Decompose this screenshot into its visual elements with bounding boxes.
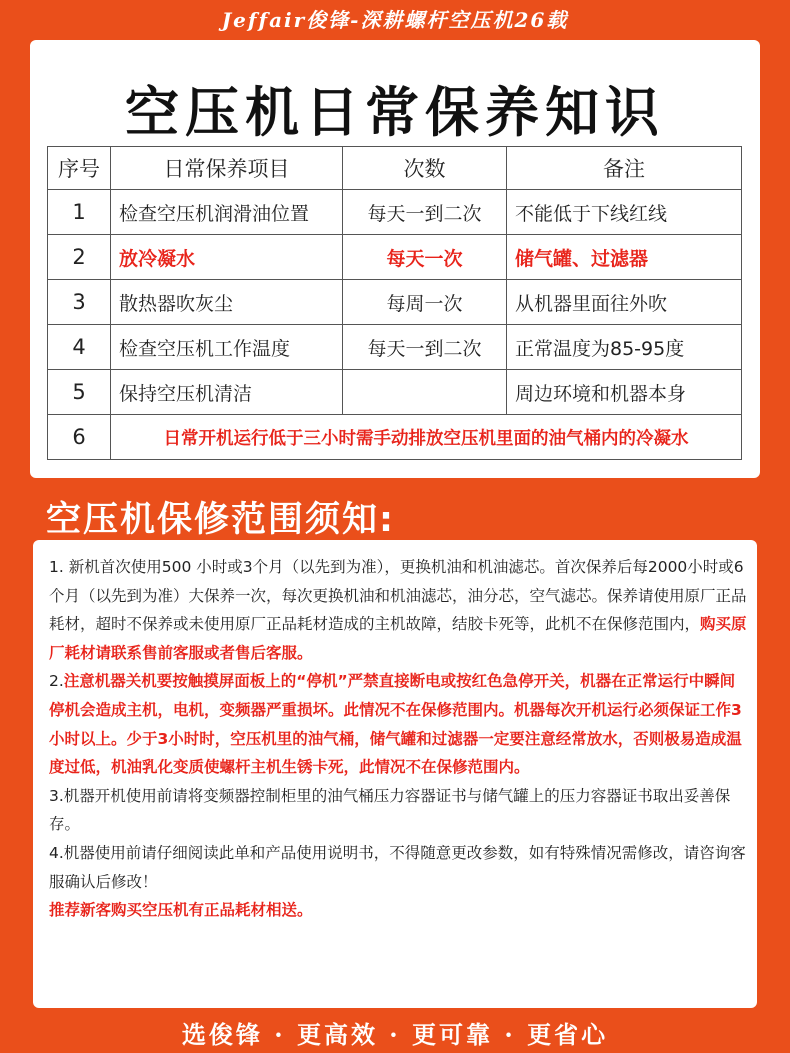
- page-title: 空压机日常保养知识: [125, 81, 665, 144]
- col-header-frequency: 次数: [343, 147, 507, 190]
- row-item: 保持空压机清洁: [111, 370, 343, 415]
- table-row: [48, 235, 742, 280]
- paragraph-1: 1. 新机首次使用500 小时或3个月（以先到为准），更换机油和机油滤芯。首次保养后每2000小时或6个月（以先到为准）大保养一次，每次更换机油和机油滤芯，油分芯，空气滤芯。保养请使用原厂正品耗材，超时不保养或未使用原厂正品耗材造成的主机故障，结胶卡死等，此机不在保修范围内，购买原厂耗材请联系售前客服或者售后客服。: [49, 558, 747, 662]
- maintenance-table: [47, 146, 742, 460]
- row-frequency: [343, 370, 507, 415]
- table-row: [48, 190, 742, 235]
- table-row: [48, 415, 742, 460]
- paragraph-5: 推荐新客购买空压机有正品耗材相送。: [49, 901, 313, 920]
- row-number: 1: [48, 190, 111, 235]
- row-number: 2: [48, 235, 111, 280]
- table-header-row: [48, 147, 742, 190]
- brand-banner: Jeffair俊锋-深耕螺杆空压机26载: [221, 8, 569, 32]
- row-number: 3: [48, 280, 111, 325]
- table-row: [48, 370, 742, 415]
- paragraph-2: 2.注意机器关机要按触摸屏面板上的“停机”严禁直接断电或按红色急停开关，机器在正常运行中瞬间停机会造成主机，电机，变频器严重损坏。此情况不在保修范围内。机器每次开机运行必须保证工作3小时以上。少于3小时时，空压机里的油气桶，储气罐和过滤器一定要注意经常放水，否则极易造成温度过低，机油乳化变质使螺杆主机生锈卡死，此情况不在保修范围内。: [49, 672, 742, 777]
- col-header-item: 日常保养项目: [111, 147, 343, 190]
- row-number: 5: [48, 370, 111, 415]
- row-frequency: 每天一到二次: [343, 190, 507, 235]
- paragraph-4: 4.机器使用前请仔细阅读此单和产品使用说明书，不得随意更改参数，如有特殊情况需修改，请咨询客服确认后修改！: [49, 843, 746, 891]
- row-item: 放冷凝水: [111, 235, 343, 280]
- table-row: [48, 280, 742, 325]
- col-header-note: 备注: [507, 147, 742, 190]
- row-note: 周边环境和机器本身: [507, 370, 742, 415]
- row-number: 6: [48, 415, 111, 460]
- row-number: 4: [48, 325, 111, 370]
- row-note: 正常温度为85-95度: [507, 325, 742, 370]
- row-note: 储气罐、过滤器: [507, 235, 742, 280]
- table-row: [48, 325, 742, 370]
- paragraph-3: 3.机器开机使用前请将变频器控制柜里的油气桶压力容器证书与储气罐上的压力容器证书取出妥善保存。: [49, 786, 731, 834]
- row-note-wide: 日常开机运行低于三小时需手动排放空压机里面的油气桶内的冷凝水: [111, 415, 742, 460]
- row-item: 检查空压机工作温度: [111, 325, 343, 370]
- row-frequency: 每天一到二次: [343, 325, 507, 370]
- col-header-number: 序号: [48, 147, 111, 190]
- warranty-section-title: 空压机保修范围须知:: [46, 500, 395, 540]
- row-note: 不能低于下线红线: [507, 190, 742, 235]
- warranty-body: [49, 553, 749, 925]
- row-item: 散热器吹灰尘: [111, 280, 343, 325]
- row-note: 从机器里面往外吹: [507, 280, 742, 325]
- footer-slogan: 选俊锋 · 更高效 · 更可靠 · 更省心: [181, 1020, 609, 1049]
- row-frequency: 每周一次: [343, 280, 507, 325]
- row-frequency: 每天一次: [343, 235, 507, 280]
- row-item: 检查空压机润滑油位置: [111, 190, 343, 235]
